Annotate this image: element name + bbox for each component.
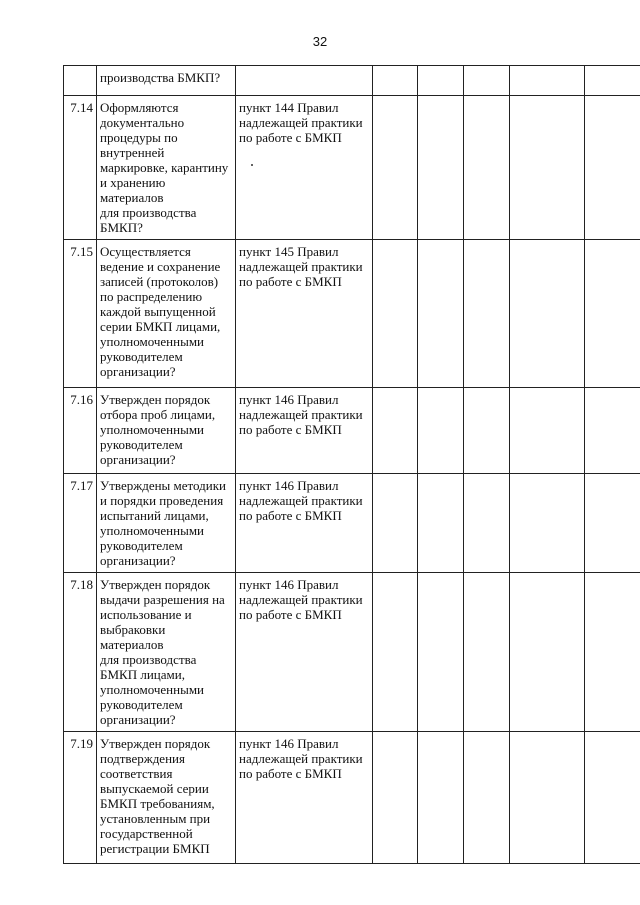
- table-row: [64, 388, 640, 474]
- answer-cell: [585, 573, 640, 732]
- question-cell-text: производства БМКП?: [100, 70, 221, 85]
- item-number-cell-text: 7.16: [70, 392, 93, 407]
- question-cell: [97, 573, 236, 732]
- answer-cell: [373, 388, 418, 474]
- answer-cell: [510, 573, 585, 732]
- question-cell-text: Утверждены методики и порядки проведения испытаний лицами, уполномоченными руководителем организации?: [100, 478, 227, 568]
- checklist-table: [63, 65, 640, 864]
- answer-cell: [510, 96, 585, 240]
- answer-cell: [418, 474, 464, 573]
- item-number-cell-text: 7.17: [70, 478, 93, 493]
- table-row: [64, 240, 640, 388]
- reference-cell: [236, 66, 373, 96]
- item-number-cell-text: 7.18: [70, 577, 93, 592]
- answer-cell: [464, 66, 510, 96]
- answer-cell: [464, 96, 510, 240]
- item-number-cell: [64, 240, 97, 388]
- answer-cell: [585, 388, 640, 474]
- question-cell: [97, 240, 236, 388]
- answer-cell: [510, 732, 585, 864]
- table-row: [64, 573, 640, 732]
- answer-cell: [373, 240, 418, 388]
- item-number-cell-text: 7.19: [70, 736, 93, 751]
- answer-cell: [510, 388, 585, 474]
- item-number-cell-text: 7.15: [70, 244, 93, 259]
- answer-cell: [418, 732, 464, 864]
- answer-cell: [585, 96, 640, 240]
- answer-cell: [585, 474, 640, 573]
- answer-cell: [418, 66, 464, 96]
- answer-cell: [373, 96, 418, 240]
- question-cell: [97, 388, 236, 474]
- answer-cell: [510, 66, 585, 96]
- item-number-cell: [64, 573, 97, 732]
- item-number-cell: [64, 388, 97, 474]
- stray-mark: [251, 164, 253, 166]
- page-number: 32: [312, 34, 328, 49]
- question-cell-text: Утвержден порядок выдачи разрешения на использование и выбраковки материалов для производства БМКП лицами, уполномоченными руководителем организации?: [100, 577, 225, 727]
- reference-cell: [236, 240, 373, 388]
- answer-cell: [464, 240, 510, 388]
- answer-cell: [373, 66, 418, 96]
- item-number-cell-text: 7.14: [70, 100, 93, 115]
- answer-cell: [373, 732, 418, 864]
- reference-cell-text: пункт 146 Правил надлежащей практики по работе с БМКП: [239, 478, 363, 523]
- question-cell: [97, 66, 236, 96]
- reference-cell: [236, 732, 373, 864]
- answer-cell: [464, 388, 510, 474]
- item-number-cell: [64, 66, 97, 96]
- answer-cell: [464, 474, 510, 573]
- reference-cell-text: пункт 146 Правил надлежащей практики по работе с БМКП: [239, 392, 363, 437]
- answer-cell: [464, 573, 510, 732]
- reference-cell: [236, 573, 373, 732]
- table-row: [64, 66, 640, 96]
- answer-cell: [418, 573, 464, 732]
- item-number-cell: [64, 732, 97, 864]
- question-cell: [97, 474, 236, 573]
- question-cell: [97, 96, 236, 240]
- answer-cell: [373, 573, 418, 732]
- answer-cell: [418, 388, 464, 474]
- reference-cell-text: пункт 144 Правил надлежащей практики по работе с БМКП: [239, 100, 363, 145]
- table-body: [64, 66, 640, 864]
- reference-cell: [236, 96, 373, 240]
- table-row: [64, 732, 640, 864]
- answer-cell: [418, 96, 464, 240]
- item-number-cell: [64, 474, 97, 573]
- question-cell-text: Осуществляется ведение и сохранение записей (протоколов) по распределению каждой выпущенной серии БМКП лицами, уполномоченными руководителем организации?: [100, 244, 221, 379]
- question-cell-text: Оформляются документально процедуры по внутренней маркировке, карантину и хранению материалов для производства БМКП?: [100, 100, 229, 235]
- reference-cell-text: пункт 146 Правил надлежащей практики по работе с БМКП: [239, 736, 363, 781]
- answer-cell: [585, 240, 640, 388]
- question-cell-text: Утвержден порядок отбора проб лицами, уполномоченными руководителем организации?: [100, 392, 216, 467]
- question-cell-text: Утвержден порядок подтверждения соответствия выпускаемой серии БМКП требованиям, установленным при государственной регистрации БМКП: [100, 736, 215, 856]
- reference-cell: [236, 388, 373, 474]
- answer-cell: [373, 474, 418, 573]
- answer-cell: [585, 732, 640, 864]
- answer-cell: [585, 66, 640, 96]
- answer-cell: [418, 240, 464, 388]
- answer-cell: [464, 732, 510, 864]
- reference-cell: [236, 474, 373, 573]
- table-row: [64, 474, 640, 573]
- answer-cell: [510, 240, 585, 388]
- reference-cell-text: пункт 146 Правил надлежащей практики по работе с БМКП: [239, 577, 363, 622]
- table-row: [64, 96, 640, 240]
- item-number-cell: [64, 96, 97, 240]
- question-cell: [97, 732, 236, 864]
- reference-cell-text: пункт 145 Правил надлежащей практики по работе с БМКП: [239, 244, 363, 289]
- answer-cell: [510, 474, 585, 573]
